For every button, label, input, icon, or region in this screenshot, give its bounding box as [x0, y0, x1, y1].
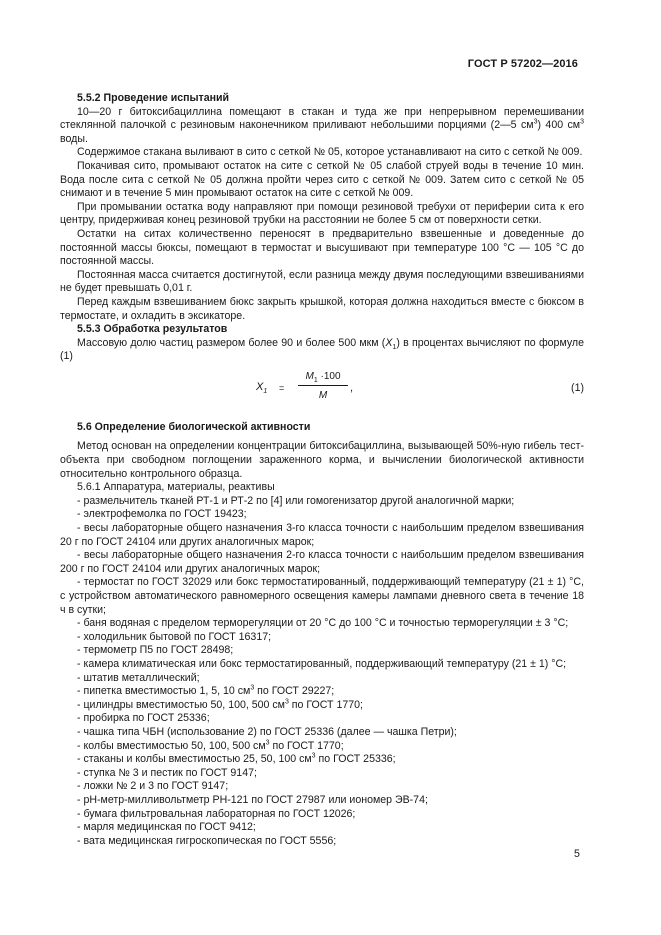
equipment-list-item: - стаканы и колбы вместимостью 25, 50, 100 $см^3$ по ГОСТ 25336; — [77, 752, 396, 766]
equipment-list-item: - весы лабораторные общего назначения 2-го класса точности с наибольшим пределом взвешивания 200 г по ГОСТ 24104 или других аналогичных марок; — [60, 549, 584, 575]
formula-lhs: $X_1$ — [256, 380, 268, 396]
section-5-6-heading: 5.6 Определение биологической активности — [77, 420, 311, 433]
equipment-list-item: - камера климатическая или бокс термостатированный, поддерживающий температуру (21 ± 1) °С; — [77, 657, 567, 670]
equipment-list-item: - чашка типа ЧБН (использование 2) по ГОСТ 25336 (далее — чашка Петри); — [77, 725, 457, 738]
formula-fraction — [294, 370, 352, 403]
equipment-list-item: - электрофемолка по ГОСТ 19423; — [77, 508, 247, 521]
equipment-list-item: - рН-метр-милливольтметр РН-121 по ГОСТ 27987 или иономер ЭВ-74; — [77, 793, 428, 806]
standard-number-header: ГОСТ Р 57202—2016 — [467, 58, 578, 70]
paragraph-5-5-2-7: Перед каждым взвешиванием бюкс закрыть крышкой, которая должна находиться вместе с бюксом в термостате, и охладить в эксикаторе. — [60, 295, 584, 322]
subsection-5-6-1-title: 5.6.1 Аппаратура, материалы, реактивы — [77, 481, 275, 494]
section-5-5-2-heading: 5.5.2 Проведение испытаний — [77, 92, 230, 104]
paragraph-5-5-2-2: Содержимое стакана выливают в сито с сеткой № 05, которое устанавливают на сито с сеткой № 009. — [77, 146, 583, 159]
equipment-list-item: - баня водяная с пределом терморегуляции от 20 °С до 100 °С и точностью терморегуляции ± 3 °С; — [77, 617, 569, 630]
formula-comma: , — [350, 381, 354, 394]
equipment-list-item: - ступка № 3 и пестик по ГОСТ 9147; — [77, 766, 257, 779]
formula-equals: = — [279, 382, 285, 393]
equipment-list-item: - размельчитель тканей РТ-1 и РТ-2 по [4] или гомогенизатор другой аналогичной марки; — [77, 494, 515, 507]
paragraph-5-6-1: Метод основан на определении концентрации битоксибациллина, вызывающей 50%-ную гибель тест-объекта при свободном поглощении зараженного корма, и вычислении биологической активности относительно контрольного образца. — [60, 440, 584, 480]
equipment-list-item: - колбы вместимостью 50, 100, 500 $см^3$ по ГОСТ 1770; — [77, 739, 344, 752]
equipment-list-item: - вата медицинская гигроскопическая по ГОСТ 5556; — [77, 834, 337, 847]
document-body — [60, 92, 584, 848]
formula-number: (1) — [571, 381, 584, 394]
section-5-5-3-heading: 5.5.3 Обработка результатов — [77, 323, 228, 336]
page-number: 5 — [574, 848, 580, 860]
paragraph-5-5-2-5: Остатки на ситах количественно переносят в предварительно взвешенные и доведенные до постоянной массы бюксы, помещают в термостат и высушивают при температуре 100 °С — 105 °С до постоянной массы. — [60, 227, 584, 268]
paragraph-5-5-2-1: 10—20 г битоксибациллина помещают в стакан и туда же при непрерывном перемешивании стеклянной палочкой с резиновым наконечником приливают небольшими порциями (2—5 $см^3$) 400 $см^3$ воды. — [60, 105, 584, 145]
formula-denominator: M — [318, 390, 328, 402]
equipment-list-item: - термостат по ГОСТ 32029 или бокс термостатированный, поддерживающий температуру (21 ± 1) °С, с устройством автоматического равномерного освещения камеры лампами дневного света в течение 18 ч в сутки; — [60, 576, 584, 616]
equipment-list-item: - термометр П5 по ГОСТ 28498; — [77, 644, 234, 657]
equipment-list-item: - холодильник бытовой по ГОСТ 16317; — [77, 630, 272, 643]
equipment-list-item: - пробирка по ГОСТ 25336; — [77, 712, 210, 725]
paragraph-5-5-2-4: При промывании остатка воду направляют при помощи резиновой требухи от периферии сита к его центру, придерживая конец резиновой трубки на расстоянии не более 5 см от поверхности сетки. — [60, 200, 584, 227]
formula-numerator: $M_1 \cdot 100$ — [305, 370, 341, 384]
equipment-list-item: - цилиндры вместимостью 50, 100, 500 $см^3$ по ГОСТ 1770; — [77, 698, 363, 711]
formula-1 — [60, 368, 584, 410]
equipment-list-item: - пипетка вместимостью 1, 5, 10 $см^3$ по ГОСТ 29227; — [77, 684, 335, 698]
paragraph-5-5-3-1: Массовую долю частиц размером более 90 и более 500 мкм $(X_1)$ в процентах вычисляют по формуле (1) — [60, 336, 584, 363]
equipment-list-item: - весы лабораторные общего назначения 3-го класса точности с наибольшим пределом взвешивания 20 г по ГОСТ 24104 или других аналогичных марок; — [60, 522, 584, 548]
equipment-list-item: - штатив металлический; — [77, 671, 200, 684]
equipment-list-item: - марля медицинская по ГОСТ 9412; — [77, 821, 256, 834]
fraction-bar — [298, 385, 348, 386]
equipment-list-item: - бумага фильтровальная лабораторная по ГОСТ 12026; — [77, 807, 356, 820]
paragraph-5-5-2-6: Постоянная масса считается достигнутой, если разница между двумя последующими взвешиваниями не будет превышать 0,01 г. — [60, 268, 584, 295]
equipment-list — [60, 495, 584, 848]
paragraph-5-5-2-3: Покачивая сито, промывают остаток на сите с сеткой № 05 слабой струей воды в течение 10 мин. Вода после сита с сеткой № 05 должна пройти через сито с сеткой № 009. Затем сито с сеткой № 05 снимают и в течение 5 мин промывают остаток на сите с сеткой № 009. — [60, 159, 584, 200]
equipment-list-item: - ложки № 2 и 3 по ГОСТ 9147; — [77, 780, 229, 793]
